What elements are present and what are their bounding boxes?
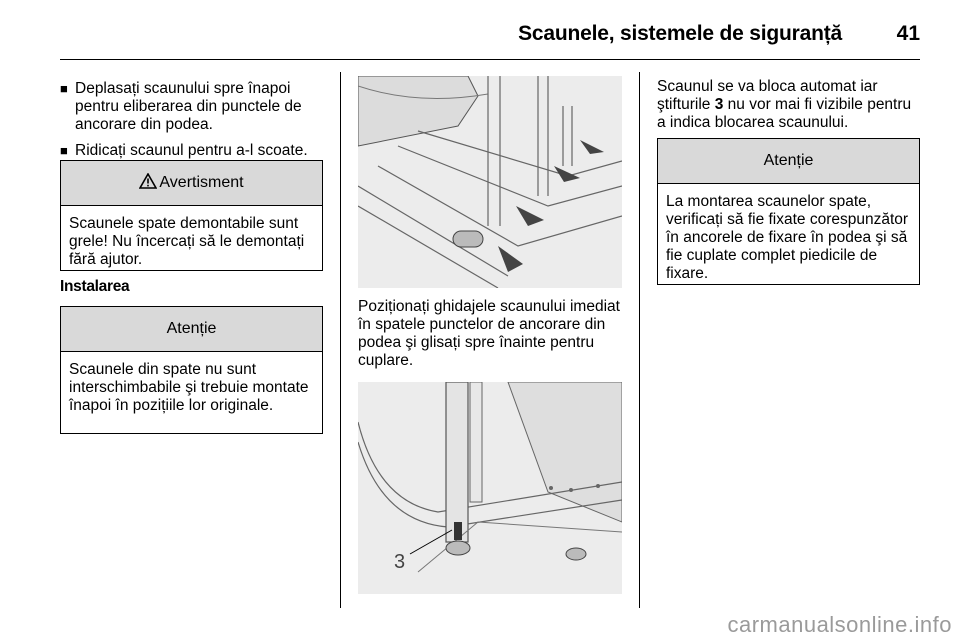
bullet-mark: ■ (60, 81, 68, 96)
section-heading: Instalarea (60, 278, 130, 295)
right-paragraph (657, 78, 921, 132)
warning-box-body: Scaunele spate demontabile sunt grele! Nu încercați să le demontați fără ajutor. (69, 215, 305, 268)
middle-paragraph: Poziționați ghidajele scaunului imediat în spatele punctelor de ancorare din podea şi glisați spre înainte pentru cuplare. (358, 298, 620, 369)
caution-box-body: Scaunele din spate nu sunt interschimbabile şi trebuie montate înapoi în pozițiile lor originale. (69, 361, 309, 414)
seat-anchor-illustration (358, 76, 622, 288)
page-header (60, 14, 920, 54)
right-paragraph-part1: Scaunul se va bloca automat iar ştifturile (657, 78, 878, 113)
caution-box-left (60, 306, 323, 434)
right-paragraph-bold: 3 (714, 96, 724, 113)
warning-box-header (61, 161, 322, 206)
bullet-item (60, 142, 328, 160)
caution-box-right (657, 138, 920, 285)
left-column-bullets (60, 80, 328, 168)
bullet-text: Ridicați scaunul pentru a-l scoate. (75, 142, 308, 159)
header-divider (60, 59, 920, 60)
column-divider-2 (639, 72, 640, 608)
figure-label-3: 3 (394, 551, 406, 573)
seat-anchor-figure-bottom (358, 382, 622, 594)
caution-box-header: Atenție (61, 307, 322, 352)
caution-box-header: Atenție (658, 139, 919, 184)
bullet-text: Deplasați scaunului spre înapoi pentru eliberarea din punctele de ancorare din podea. (75, 80, 302, 133)
page-title: Scaunele, sistemele de siguranță (518, 22, 842, 45)
caution-box-body: La montarea scaunelor spate, verificați să fie fixate corespunzător în ancorele de fixare în podea şi să fie cuplate complet piedicile de fixare. (666, 193, 909, 282)
warning-box (60, 160, 323, 271)
warning-triangle-icon (139, 173, 157, 194)
page-number: 41 (896, 22, 920, 45)
seat-guide-illustration (358, 382, 622, 594)
watermark: carmanualsonline.info (727, 612, 952, 637)
bullet-mark: ■ (60, 143, 68, 158)
seat-anchor-figure-top (358, 76, 622, 288)
bullet-item (60, 80, 328, 134)
column-divider-1 (340, 72, 341, 608)
right-paragraph-part2: nu vor mai fi vizibile pentru a indica blocarea scaunului. (657, 96, 912, 131)
warning-box-title: Avertisment (159, 174, 244, 191)
